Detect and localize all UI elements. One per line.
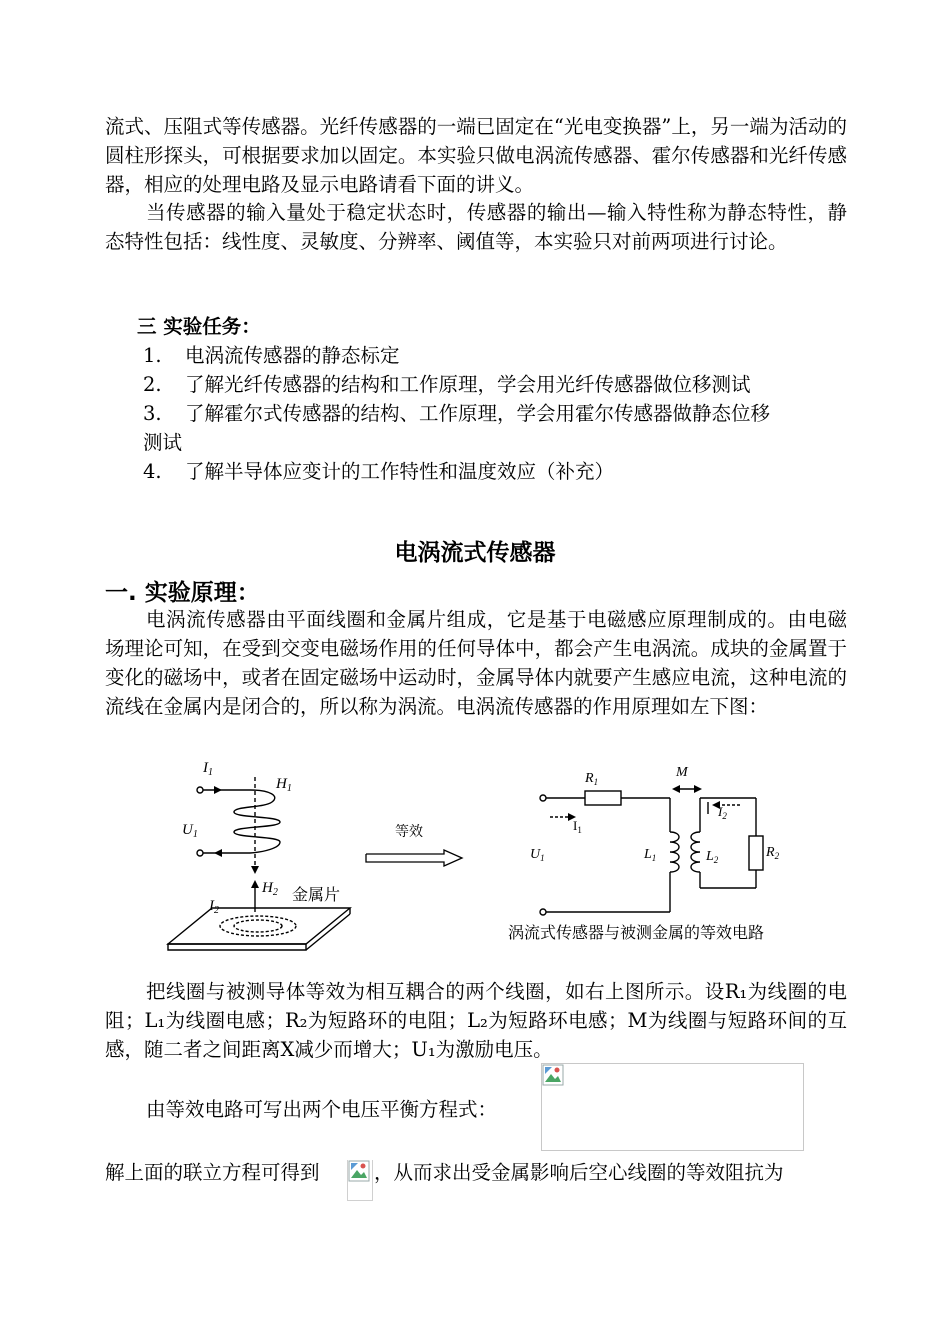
label-L1: $L_1$ [644, 847, 657, 863]
label-circuit-U1: $U_1$ [530, 847, 545, 863]
task-number: 4. [143, 460, 162, 483]
task-item-2 [143, 370, 853, 399]
circuit-caption: 涡流式传感器与被测金属的等效电路 [508, 923, 765, 942]
solution-text-start: 解上面的联立方程可得到 [105, 1161, 320, 1184]
voltage-equation-intro: 由等效电路可写出两个电压平衡方程式： [146, 1098, 498, 1121]
task-item-3 [143, 399, 853, 428]
label-U1: $U_1$ [182, 822, 198, 840]
label-R2: $R_2$ [766, 845, 780, 861]
label-circuit-I1: $I_1$ [573, 818, 582, 835]
label-equivalent: 等效 [395, 824, 423, 840]
task-item-3-continuation: 测试 [143, 431, 183, 454]
label-I1: $I_1$ [203, 760, 213, 778]
task-number: 3. [143, 402, 162, 425]
eddy-current-diagram [0, 752, 950, 962]
task-number: 2. [143, 373, 162, 396]
tasks-heading: 三 实验任务： [137, 315, 261, 338]
label-H1: $H_1$ [276, 776, 292, 794]
intro-paragraph-1: 流式、压阻式等传感器。光纤传感器的一端已固定在“光电变换器”上，另一端为活动的圆柱形探头，可根据要求加以固定。本实验只做电涡流传感器、霍尔传感器和光纤传感器，相应的处理电路及显示电路请看下面的讲义。 [105, 115, 847, 196]
task-number: 1. [143, 344, 162, 367]
label-R1: $R_1$ [585, 771, 599, 787]
task-text: 了解霍尔式传感器的结构、工作原理，学会用霍尔传感器做静态位移 [185, 402, 771, 425]
label-I2: $I_2$ [209, 898, 219, 916]
label-metal-sheet: 金属片 [292, 885, 341, 904]
label-H2: $H_2$ [262, 880, 278, 898]
coil-figure [168, 777, 350, 950]
inline-equation-placeholder [347, 1160, 373, 1201]
section-title: 电涡流式传感器 [394, 540, 556, 566]
solution-text-end: ，从而求出受金属影响后空心线圈的等效阻抗为 [374, 1161, 784, 1184]
equivalent-arrow [366, 850, 462, 866]
task-text: 了解半导体应变计的工作特性和温度效应（补充） [185, 460, 615, 483]
intro-paragraph-2: 当传感器的输入量处于稳定状态时，传感器的输出—输入特性称为静态特性，静态特性包括：线性度、灵敏度、分辨率、阈值等，本实验只对前两项进行讨论。 [105, 201, 847, 253]
task-text: 了解光纤传感器的结构和工作原理，学会用光纤传感器做位移测试 [185, 373, 751, 396]
task-item-4 [143, 457, 853, 486]
task-item-1 [143, 341, 853, 370]
equation-image-placeholder [541, 1063, 804, 1151]
principle-heading: 一. 实验原理： [105, 580, 260, 606]
task-text: 电涡流传感器的静态标定 [185, 344, 400, 367]
broken-image-icon [542, 1064, 564, 1086]
label-circuit-I2: $I_2$ [718, 804, 727, 821]
label-M: M [676, 765, 688, 780]
equivalent-paragraph: 把线圈与被测导体等效为相互耦合的两个线圈，如右上图所示。设R₁为线圈的电阻；L₁为线圈电感；R₂为短路环的电阻；L₂为短路环电感；M为线圈与短路环间的互感，随二者之间距离X减少而增大；U₁为激励电压。 [105, 980, 847, 1061]
broken-image-icon [348, 1160, 370, 1182]
label-L2: $L_2$ [706, 849, 719, 865]
principle-paragraph: 电涡流传感器由平面线圈和金属片组成，它是基于电磁感应原理制成的。由电磁场理论可知，在受到交变电磁场作用的任何导体中，都会产生电涡流。成块的金属置于变化的磁场中，或者在固定磁场中运动时，金属导体内就要产生感应电流，这种电流的流线在金属内是闭合的，所以称为涡流。电涡流传感器的作用原理如左下图： [105, 608, 847, 718]
